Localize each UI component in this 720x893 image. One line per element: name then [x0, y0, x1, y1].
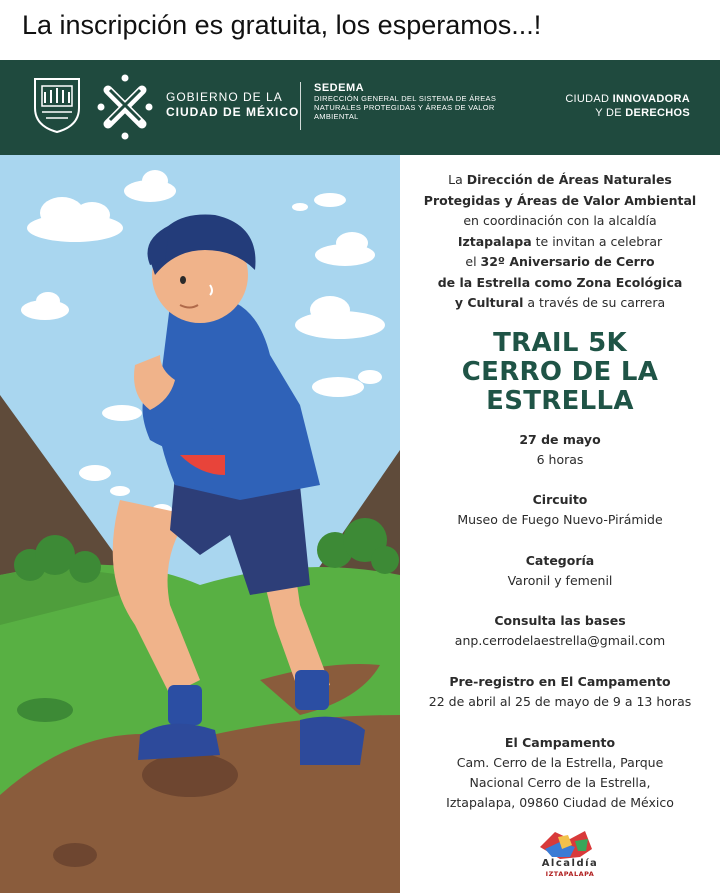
event-title-line2: CERRO DE LA [461, 357, 659, 387]
cdmx-crest-icon [32, 76, 82, 134]
intro-line3: en coordinación con la alcaldía [463, 213, 657, 228]
intro-line5b: 32º Aniversario de Cerro [480, 254, 655, 269]
category-block [400, 551, 720, 591]
intro-line1b: Dirección de Áreas Naturales [466, 172, 672, 187]
category-heading: Categoría [525, 553, 595, 568]
sedema-block [314, 82, 504, 121]
event-date-day: 27 de mayo [519, 432, 601, 447]
intro-line5a: el [465, 254, 481, 269]
motto-bold-2: DERECHOS [625, 107, 690, 119]
category-value: Varonil y femenil [507, 573, 613, 588]
campamento-block [400, 733, 720, 813]
bases-block [400, 611, 720, 651]
gov-name-line2: CIUDAD DE MÉXICO [166, 105, 300, 119]
campamento-line1: Cam. Cerro de la Estrella, Parque [456, 755, 664, 770]
preregistro-dates: 22 de abril al 25 de mayo de 9 a 13 horas [428, 694, 692, 709]
event-date [400, 430, 720, 470]
gov-name-line1: GOBIERNO DE LA [166, 90, 283, 104]
circuit-heading: Circuito [532, 492, 588, 507]
post-caption-bar [0, 0, 720, 60]
runner-illustration [0, 155, 400, 893]
campamento-line3: Iztapalapa, 09860 Ciudad de México [446, 795, 674, 810]
bases-heading: Consulta las bases [494, 613, 626, 628]
sedema-subtitle: DIRECCIÓN GENERAL DEL SISTEMA DE ÁREAS NATURALES PROTEGIDAS Y ÁREAS DE VALOR AMBIENTAL [314, 94, 497, 121]
event-info-panel [400, 155, 720, 893]
event-title-line1: TRAIL 5K [493, 328, 627, 358]
motto-bold-1: INNOVADORA [612, 93, 690, 105]
intro-line7b: a través de su carrera [523, 295, 666, 310]
sedema-title: SEDEMA [314, 82, 365, 94]
header-divider [300, 82, 301, 130]
alcaldia-sub: IZTAPALAPA [545, 870, 595, 878]
intro-line6: de la Estrella como Zona Ecológica [437, 274, 683, 290]
intro-line2: Protegidas y Áreas de Valor Ambiental [423, 192, 697, 208]
runner-scene-image [0, 155, 400, 893]
motto-text-2: Y DE [595, 107, 626, 119]
motto-text-1: CIUDAD [565, 93, 613, 105]
campamento-heading: El Campamento [504, 735, 616, 750]
event-date-time: 6 horas [536, 452, 584, 467]
alcaldia-word: Alcaldía [541, 858, 599, 869]
circuit-value: Museo de Fuego Nuevo-Pirámide [457, 512, 663, 527]
intro-line1a: La [448, 172, 467, 187]
header-banner [0, 60, 720, 155]
gov-name [166, 90, 299, 120]
alcaldia-logo-icon [530, 827, 600, 887]
event-title-line3: ESTRELLA [486, 386, 634, 416]
intro-text [400, 170, 720, 314]
intro-line4a: Iztapalapa [457, 233, 532, 249]
campamento-line2: Nacional Cerro de la Estrella, [469, 775, 651, 790]
event-title [400, 329, 720, 416]
preregistro-block [400, 672, 720, 712]
cdmx-logo-icon [96, 72, 154, 142]
intro-line7a: y Cultural [454, 295, 524, 310]
intro-line4b: te invitan a celebrar [531, 233, 663, 249]
preregistro-heading: Pre-registro en El Campamento [449, 674, 671, 689]
motto [565, 92, 690, 120]
circuit-block [400, 490, 720, 530]
bases-email[interactable]: anp.cerrodelaestrella@gmail.com [454, 633, 666, 648]
post-caption: La inscripción es gratuita, los esperamos...! [22, 10, 542, 40]
